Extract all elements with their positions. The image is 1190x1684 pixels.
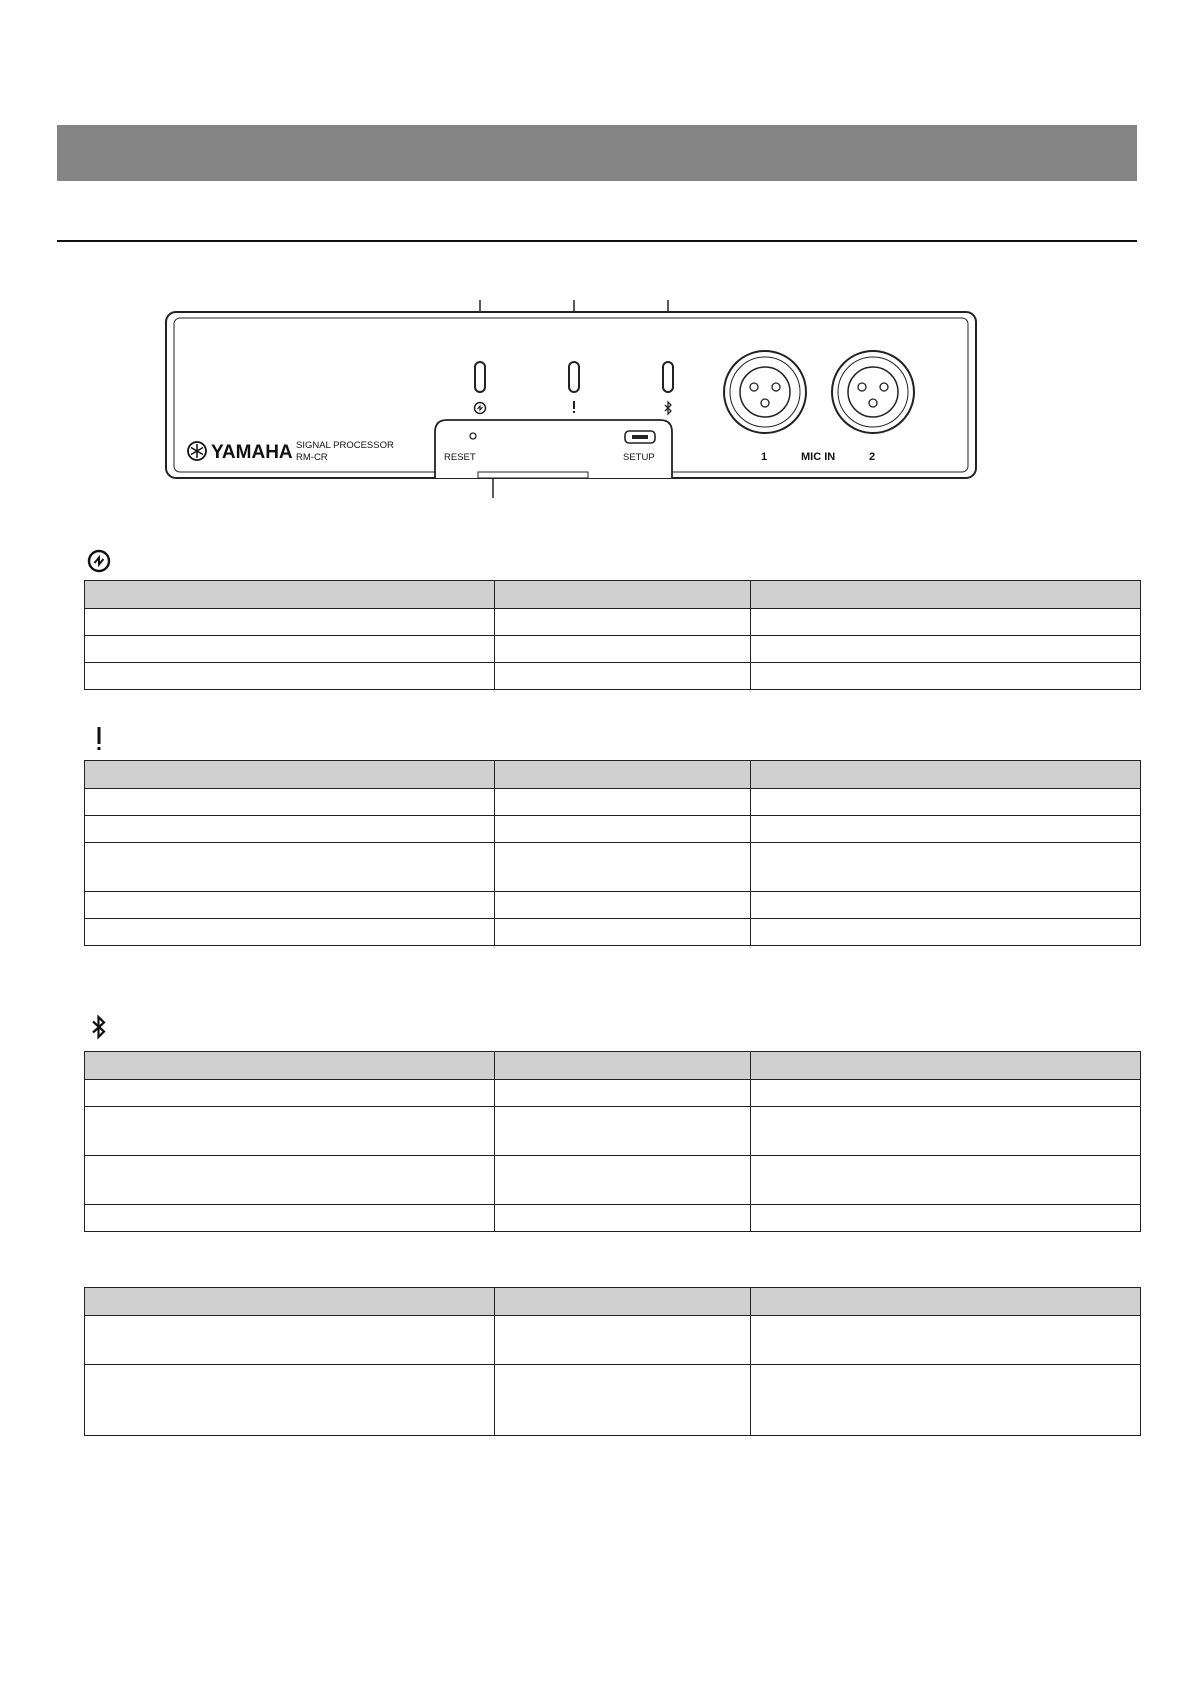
table-header-row bbox=[85, 1288, 1141, 1316]
table-row bbox=[85, 1316, 1141, 1365]
table-cell bbox=[495, 1316, 751, 1365]
table-cell bbox=[85, 636, 495, 663]
table-cell bbox=[751, 919, 1141, 946]
table-header-row bbox=[85, 581, 1141, 609]
table-cell bbox=[751, 1107, 1141, 1156]
table-row bbox=[85, 789, 1141, 816]
setup-label: SETUP bbox=[623, 452, 655, 463]
table-cell bbox=[751, 789, 1141, 816]
table-row bbox=[85, 1205, 1141, 1232]
bluetooth-icon bbox=[86, 1014, 112, 1040]
table-header-cell bbox=[85, 1288, 495, 1316]
table-cell bbox=[751, 636, 1141, 663]
table-cell bbox=[85, 919, 495, 946]
control-bay bbox=[435, 420, 672, 478]
table-cell bbox=[495, 789, 751, 816]
table-cell bbox=[85, 609, 495, 636]
table-header-cell bbox=[751, 581, 1141, 609]
table-cell bbox=[751, 892, 1141, 919]
table-cell bbox=[751, 843, 1141, 892]
table-row bbox=[85, 816, 1141, 843]
table-cell bbox=[495, 1080, 751, 1107]
brand-wordmark: YAMAHA bbox=[211, 442, 293, 463]
table-row bbox=[85, 1365, 1141, 1436]
model-label: RM-CR bbox=[296, 452, 328, 463]
table-cell bbox=[85, 1316, 495, 1365]
table-header-cell bbox=[495, 581, 751, 609]
table-header-row bbox=[85, 761, 1141, 789]
table-header-row bbox=[85, 1052, 1141, 1080]
table-cell bbox=[751, 1365, 1141, 1436]
bluetooth-led bbox=[663, 362, 673, 392]
table-cell bbox=[495, 892, 751, 919]
table-cell bbox=[85, 1205, 495, 1232]
table-row bbox=[85, 636, 1141, 663]
power-led bbox=[475, 362, 485, 392]
table-header-cell bbox=[85, 761, 495, 789]
table-row bbox=[85, 1080, 1141, 1107]
table-cell bbox=[751, 609, 1141, 636]
table-row bbox=[85, 1156, 1141, 1205]
table-cell bbox=[495, 816, 751, 843]
power-standby-icon bbox=[86, 548, 112, 574]
table-cell bbox=[85, 1107, 495, 1156]
section-divider bbox=[57, 240, 1137, 242]
table-cell bbox=[495, 636, 751, 663]
table-cell bbox=[85, 1080, 495, 1107]
bluetooth-led-table bbox=[84, 1051, 1141, 1232]
table-header-cell bbox=[751, 761, 1141, 789]
table-header-cell bbox=[751, 1288, 1141, 1316]
table-cell bbox=[751, 1316, 1141, 1365]
table-cell bbox=[85, 892, 495, 919]
table-cell bbox=[751, 663, 1141, 690]
reset-label: RESET bbox=[444, 452, 476, 463]
table-row bbox=[85, 843, 1141, 892]
mic-in-2-connector bbox=[832, 351, 914, 433]
table-cell bbox=[85, 789, 495, 816]
table-cell bbox=[495, 609, 751, 636]
power-led-table bbox=[84, 580, 1141, 690]
table-row bbox=[85, 1107, 1141, 1156]
table-row bbox=[85, 892, 1141, 919]
table-cell bbox=[85, 816, 495, 843]
table-cell bbox=[85, 1365, 495, 1436]
status-led-table bbox=[84, 760, 1141, 946]
product-line-label: SIGNAL PROCESSOR bbox=[296, 440, 394, 451]
table-header-cell bbox=[85, 581, 495, 609]
device-front-panel-illustration bbox=[160, 300, 990, 510]
mic-in-label: MIC IN bbox=[801, 451, 836, 463]
status-led bbox=[569, 362, 579, 392]
table-row bbox=[85, 609, 1141, 636]
table-header-cell bbox=[751, 1052, 1141, 1080]
mic-in-1-connector bbox=[724, 351, 806, 433]
table-cell bbox=[495, 1365, 751, 1436]
table-cell bbox=[85, 843, 495, 892]
table-cell bbox=[495, 843, 751, 892]
section-header-band bbox=[57, 125, 1137, 181]
table-cell bbox=[495, 663, 751, 690]
table-cell bbox=[751, 1080, 1141, 1107]
exclamation-icon bbox=[86, 726, 112, 752]
table-cell bbox=[495, 1156, 751, 1205]
table-cell bbox=[495, 1205, 751, 1232]
table-cell bbox=[85, 1156, 495, 1205]
mic-2-label: 2 bbox=[869, 451, 876, 463]
table-row bbox=[85, 663, 1141, 690]
exclamation-icon bbox=[573, 401, 575, 413]
table-cell bbox=[751, 1205, 1141, 1232]
table-cell bbox=[495, 919, 751, 946]
reset-indicator-table bbox=[84, 1287, 1141, 1436]
reset-button bbox=[470, 433, 476, 439]
table-cell bbox=[751, 1156, 1141, 1205]
table-row bbox=[85, 919, 1141, 946]
mic-1-label: 1 bbox=[761, 451, 768, 463]
table-cell bbox=[495, 1107, 751, 1156]
table-header-cell bbox=[495, 1288, 751, 1316]
table-header-cell bbox=[495, 1052, 751, 1080]
table-cell bbox=[85, 663, 495, 690]
table-header-cell bbox=[85, 1052, 495, 1080]
table-cell bbox=[751, 816, 1141, 843]
table-header-cell bbox=[495, 761, 751, 789]
